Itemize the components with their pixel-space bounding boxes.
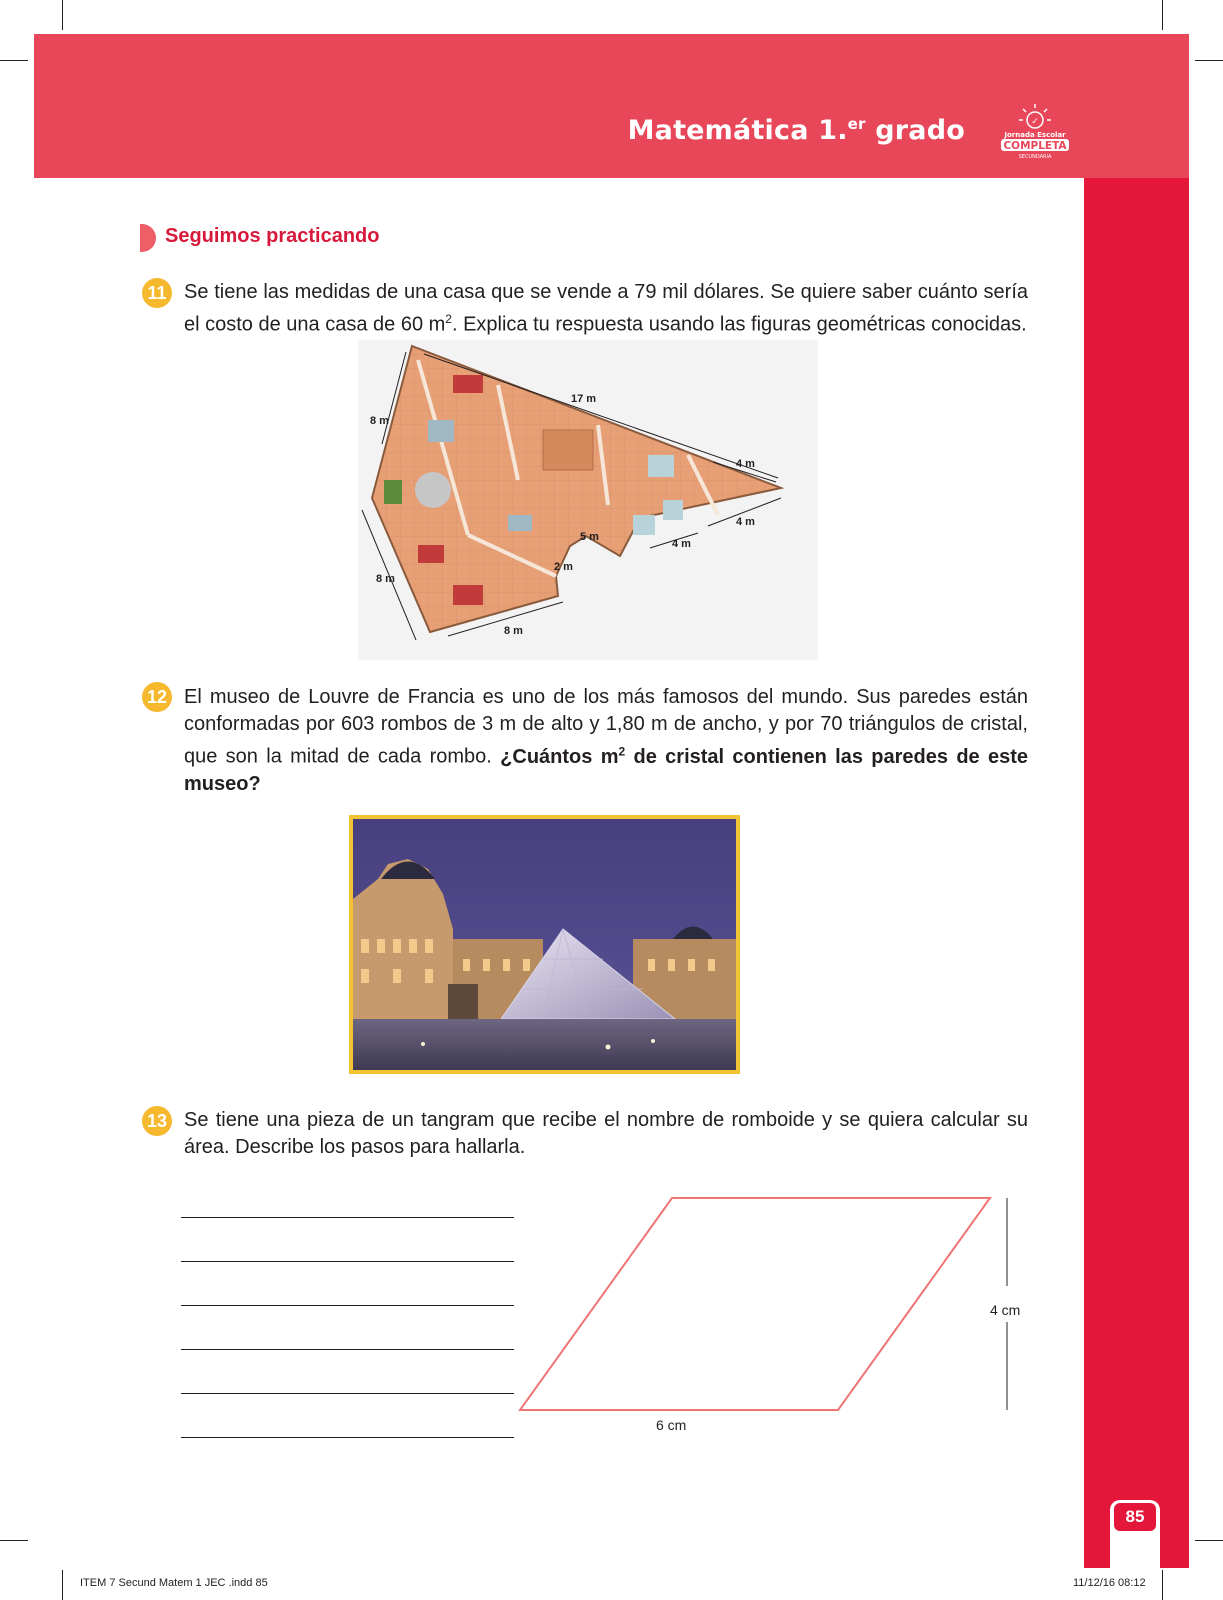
crop-mark xyxy=(0,60,28,61)
base-label: 6 cm xyxy=(656,1417,687,1433)
answer-line[interactable] xyxy=(181,1305,514,1306)
crop-mark xyxy=(62,0,63,30)
floor-plan-image xyxy=(358,340,818,660)
dimension-label: 8 m xyxy=(504,625,523,637)
svg-text:COMPLETA: COMPLETA xyxy=(1003,140,1067,152)
answer-line[interactable] xyxy=(181,1349,514,1350)
page-number: 85 xyxy=(1114,1503,1156,1531)
question-13-text: Se tiene una pieza de un tangram que recibe el nombre de romboide y se quiera calcular su área. Describe los pasos para hallarla. xyxy=(184,1109,1028,1158)
dimension-label: 2 m xyxy=(554,561,573,573)
section-title: Seguimos practicando xyxy=(165,225,380,247)
answer-line[interactable] xyxy=(181,1437,514,1438)
question-12-text: El museo de Louvre de Francia es uno de los más famosos del mundo. Sus paredes están conformadas por 603 rombos de 3 m de alto y 1,80 m de ancho, y por 70 triángulos de cristal, que son la mitad de cada rombo. ¿Cuántos $m^2$ de cristal contienen las paredes de este museo? xyxy=(184,686,1028,795)
question-number-badge: 12 xyxy=(142,682,172,712)
dimension-label: 5 m xyxy=(580,531,599,543)
crop-mark xyxy=(0,1540,28,1541)
dimension-label: 4 m xyxy=(672,538,691,550)
answer-line[interactable] xyxy=(181,1393,514,1394)
crop-mark xyxy=(1195,60,1223,61)
page-title: Matemática 1.$^{er}$ grado xyxy=(627,115,965,146)
answer-line[interactable] xyxy=(181,1217,514,1218)
crop-mark xyxy=(1195,1540,1223,1541)
rhomboid-shape xyxy=(520,1198,990,1410)
crop-mark xyxy=(62,1570,63,1600)
dimension-label: 8 m xyxy=(370,415,389,427)
louvre-photo xyxy=(349,815,740,1074)
dimension-label: 17 m xyxy=(571,393,597,405)
rhomboid-figure xyxy=(510,1188,1050,1438)
question-11-text: Se tiene las medidas de una casa que se vende a 79 mil dólares. Se quiere saber cuánto sería el costo de una casa de 60 $m^2$. Explica tu respuesta usando las figuras geométricas conocidas. xyxy=(184,281,1028,336)
section-marker xyxy=(140,224,156,252)
dimension-label: 4 m xyxy=(736,516,755,528)
jornada-completa-logo xyxy=(995,100,1075,160)
question-number-badge: 13 xyxy=(142,1106,172,1136)
height-label: 4 cm xyxy=(990,1302,1021,1318)
dimension-label: 4 m xyxy=(736,458,755,470)
answer-line[interactable] xyxy=(181,1261,514,1262)
crop-mark xyxy=(1162,0,1163,30)
footer-date: 11/12/16 08:12 xyxy=(1073,1577,1146,1589)
crop-mark xyxy=(1162,1570,1163,1600)
footer-file-info: ITEM 7 Secund Matem 1 JEC .indd 85 xyxy=(80,1577,268,1589)
question-number-badge: 11 xyxy=(142,278,172,308)
svg-text:SECUNDARIA: SECUNDARIA xyxy=(1018,154,1052,160)
side-band xyxy=(1084,178,1189,1568)
svg-text:Jornada Escolar: Jornada Escolar xyxy=(1004,131,1066,139)
dimension-label: 8 m xyxy=(376,573,395,585)
svg-text:✓: ✓ xyxy=(1031,117,1039,127)
